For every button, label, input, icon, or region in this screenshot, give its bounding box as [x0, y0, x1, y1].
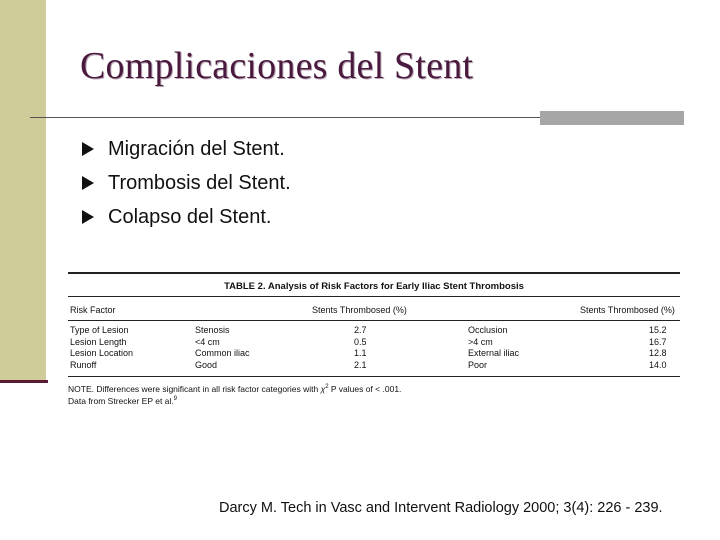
header-stents-thrombosed-right: Stents Thrombosed (%)	[580, 305, 675, 315]
arrow-bullet-icon	[82, 176, 94, 190]
cell-category-a: <4 cm	[195, 336, 220, 347]
citation: Darcy M. Tech in Vasc and Intervent Radiology 2000; 3(4): 226 - 239.	[219, 500, 663, 516]
bullet-text: Migración del Stent.	[108, 137, 285, 160]
cell-factor: Runoff	[70, 359, 97, 370]
table-body	[68, 325, 680, 371]
table-bottom-rule	[68, 376, 680, 377]
cell-category-b: Occlusion	[468, 325, 508, 335]
sidebar-edge-decoration	[0, 380, 48, 383]
table-caption: TABLE 2. Analysis of Risk Factors for Early Iliac Stent Thrombosis	[224, 281, 524, 292]
arrow-bullet-icon	[82, 210, 94, 224]
cell-value-a: 2.7	[354, 325, 367, 335]
cell-category-a: Common iliac	[195, 348, 250, 358]
table-row	[68, 360, 680, 372]
note-chi: χ	[320, 383, 326, 394]
note-source: Data from Strecker EP et al.	[68, 395, 174, 406]
note-superscript: 2	[325, 384, 329, 390]
cell-value-b: 12.8	[649, 348, 667, 358]
bullet-text: Trombosis del Stent.	[108, 171, 291, 194]
table-rule	[68, 296, 680, 297]
header-risk-factor: Risk Factor	[70, 305, 116, 315]
cell-factor: Lesion Location	[70, 348, 134, 358]
cell-value-a: 2.1	[354, 359, 367, 370]
table-row	[68, 337, 680, 349]
sidebar-decoration	[0, 0, 46, 383]
bullet-item	[80, 200, 291, 234]
cell-category-b: External iliac	[468, 348, 520, 358]
cell-value-b: 15.2	[649, 325, 667, 335]
table-rule	[68, 320, 680, 321]
cell-category-a: Good	[195, 359, 218, 370]
slide-title: Complicaciones del Stent	[80, 45, 474, 87]
note-text: P values of < .001.	[328, 383, 402, 394]
cell-factor: Lesion Length	[70, 336, 127, 347]
bullet-item	[80, 166, 291, 200]
risk-factor-table	[68, 272, 680, 407]
note-reference: 9	[173, 395, 178, 402]
cell-factor: Type of Lesion	[70, 325, 129, 335]
table-row	[68, 325, 680, 337]
bullet-list	[80, 132, 291, 234]
title-underline-block	[540, 111, 684, 125]
cell-category-b: >4 cm	[468, 336, 493, 347]
header-stents-thrombosed-left: Stents Thrombosed (%)	[312, 305, 407, 315]
arrow-bullet-icon	[82, 142, 94, 156]
table-row	[68, 348, 680, 360]
cell-value-b: 14.0	[649, 359, 667, 370]
cell-value-b: 16.7	[649, 336, 667, 347]
bullet-item	[80, 132, 291, 166]
cell-value-a: 1.1	[354, 348, 367, 358]
cell-category-b: Poor	[468, 359, 488, 370]
cell-value-a: 0.5	[354, 336, 367, 347]
note-text: NOTE. Differences were significant in all risk factor categories with	[68, 383, 321, 394]
table-note	[68, 382, 401, 406]
cell-category-a: Stenosis	[195, 325, 230, 335]
table-top-rule	[68, 272, 680, 274]
bullet-text: Colapso del Stent.	[108, 205, 272, 228]
